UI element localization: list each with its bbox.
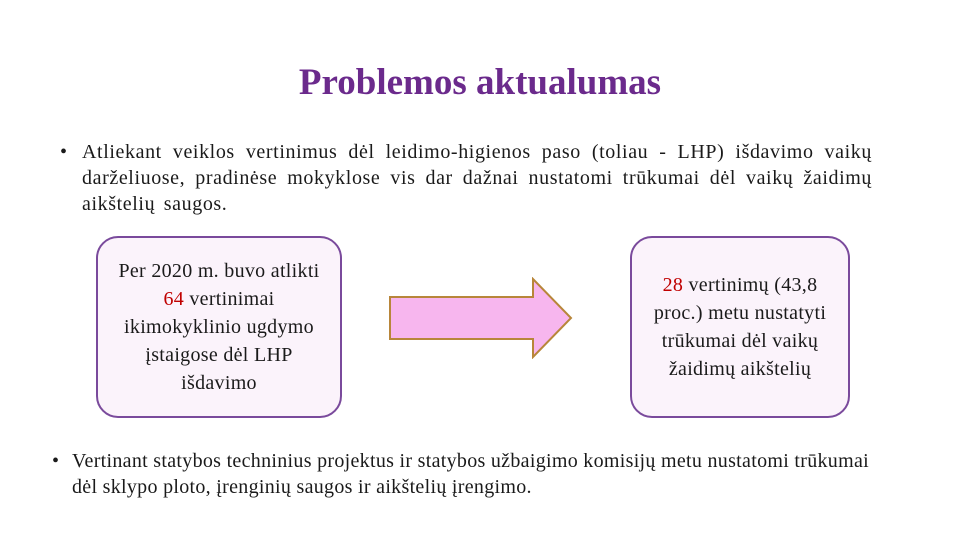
slide-title: Problemos aktualumas bbox=[298, 62, 662, 103]
deficiencies-box bbox=[630, 236, 850, 418]
bullet-icon: • bbox=[52, 450, 60, 472]
deficiencies-count: 28 bbox=[662, 274, 684, 296]
bullet-item-2 bbox=[52, 448, 892, 500]
bullet-icon: • bbox=[60, 141, 68, 163]
deficiencies-box-text bbox=[632, 271, 848, 383]
evaluations-box-text bbox=[98, 257, 340, 397]
bullet-text-1: Atliekant veiklos vertinimus dėl leidimo-higienos paso (toliau - LHP) išdavimo vaikų darželiuose, pradinėse mokyklose vis dar dažnai nustatomi trūkumai dėl vaikų žaidimų aikštelių saugos. bbox=[82, 141, 872, 215]
evaluations-box bbox=[96, 236, 342, 418]
right-arrow-icon bbox=[388, 277, 573, 359]
evaluations-text-after: vertinimai ikimokyklinio ugdymo įstaigose dėl LHP išdavimo bbox=[124, 288, 314, 394]
right-arrow-shape bbox=[390, 279, 571, 357]
bullet-item-1 bbox=[60, 139, 872, 217]
evaluations-count: 64 bbox=[163, 288, 185, 310]
deficiencies-text-after: vertinimų (43,8 proc.) metu nustatyti trūkumai dėl vaikų žaidimų aikštelių bbox=[653, 274, 827, 380]
evaluations-text-before: Per 2020 m. buvo atlikti bbox=[118, 260, 320, 282]
bullet-text-2: Vertinant statybos techninius projektus ir statybos užbaigimo komisijų metu nustatomi trūkumai dėl sklypo ploto, įrenginių saugos ir aikštelių įrengimo. bbox=[72, 450, 869, 498]
